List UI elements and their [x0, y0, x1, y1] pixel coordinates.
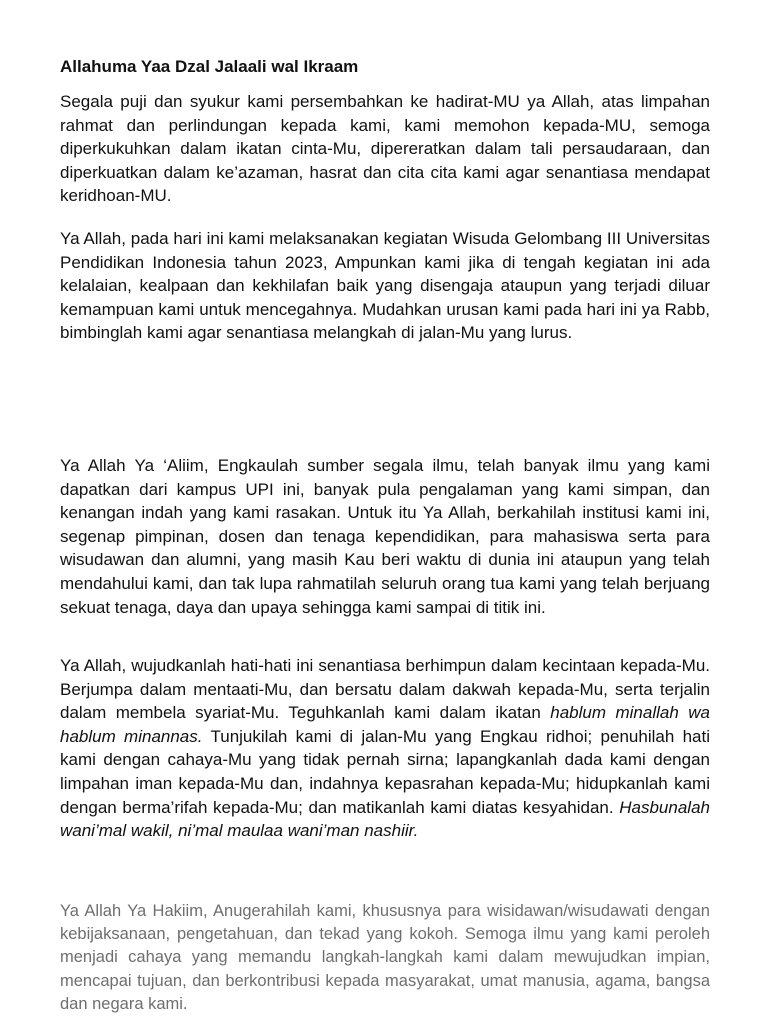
- prayer-title: Allahuma Yaa Dzal Jalaali wal Ikraam: [60, 57, 359, 76]
- paragraph-unity-text-1: Ya Allah, wujudkanlah hati-hati ini senantiasa berhimpun dalam kecintaan kepada-Mu. Berjumpa dalam mentaati-Mu, dan bersatu dalam dakwah kepada-Mu, serta terjalin dalam membela syariat-Mu. Teguhkanlah kami dalam ikatan: [60, 656, 710, 723]
- paragraph-unity-italic-1: hablum minallah wa hablum minannas.: [60, 703, 710, 746]
- paragraph-knowledge: Ya Allah Ya ‘Aliim, Engkaulah sumber segala ilmu, telah banyak ilmu yang kami dapatkan dari kampus UPI ini, banyak pula pengalaman yang kami simpan, dan kenangan indah yang kami rasakan. Untuk itu Ya Allah, berkahilah institusi kami ini, segenap pimpinan, dosen dan tenaga kependidikan, para mahasiswa serta para wisudawan dan alumni, yang masih Kau beri waktu di dunia ini ataupun yang telah mendahului kami, dan tak lupa rahmatilah seluruh orang tua kami yang telah berjuang sekuat tenaga, daya dan upaya sehingga kami sampai di titik ini.: [60, 456, 710, 617]
- paragraph-wisdom: Ya Allah Ya Hakiim, Anugerahilah kami, khususnya para wisidawan/wisudawati dengan kebijaksanaan, pengetahuan, dan tekad yang kokoh. Semoga ilmu yang kami peroleh menjadi cahaya yang memandu langkah-langkah kami dalam mewujudkan impian, mencapai tujuan, dan berkontribusi kepada masyarakat, umat manusia, agama, bangsa dan negara kami.: [60, 902, 710, 1013]
- paragraph-unity: [60, 654, 710, 843]
- paragraph-graduation: Ya Allah, pada hari ini kami melaksanakan kegiatan Wisuda Gelombang III Universitas Pendidikan Indonesia tahun 2023, Ampunkan kami jika di tengah kegiatan ini ada kelalaian, kealpaan dan kekhilafan baik yang disengaja ataupun yang terjadi diluar kemampuan kami untuk mencegahnya. Mudahkan urusan kami pada hari ini ya Rabb, bimbinglah kami agar senantiasa melangkah di jalan-Mu yang lurus.: [60, 229, 710, 343]
- paragraph-praise: Segala puji dan syukur kami persembahkan ke hadirat-MU ya Allah, atas limpahan rahmat dan perlindungan kepada kami, kami memohon kepada-MU, semoga diperkukuhkan dalam ikatan cinta-Mu, dipereratkan dalam tali persaudaraan, dan diperkuatkan dalam ke’azaman, hasrat dan cita cita kami agar senantiasa mendapat keridhoan-MU.: [60, 92, 710, 206]
- paragraph-unity-italic-2: Hasbunalah wani’mal wakil, ni’mal maulaa wani’man nashiir.: [60, 797, 710, 841]
- paragraph-unity-text-2: Tunjukilah kami di jalan-Mu yang Engkau ridhoi; penuhilah hati kami dengan cahaya-Mu yang tidak pernah sirna; lapangkanlah dada kami dengan limpahan iman kepada-Mu dan, indahnya kepasrahan kepada-Mu; hidupkanlah kami dengan berma’rifah kepada-Mu; dan matikanlah kami diatas kesyahidan.: [60, 726, 710, 817]
